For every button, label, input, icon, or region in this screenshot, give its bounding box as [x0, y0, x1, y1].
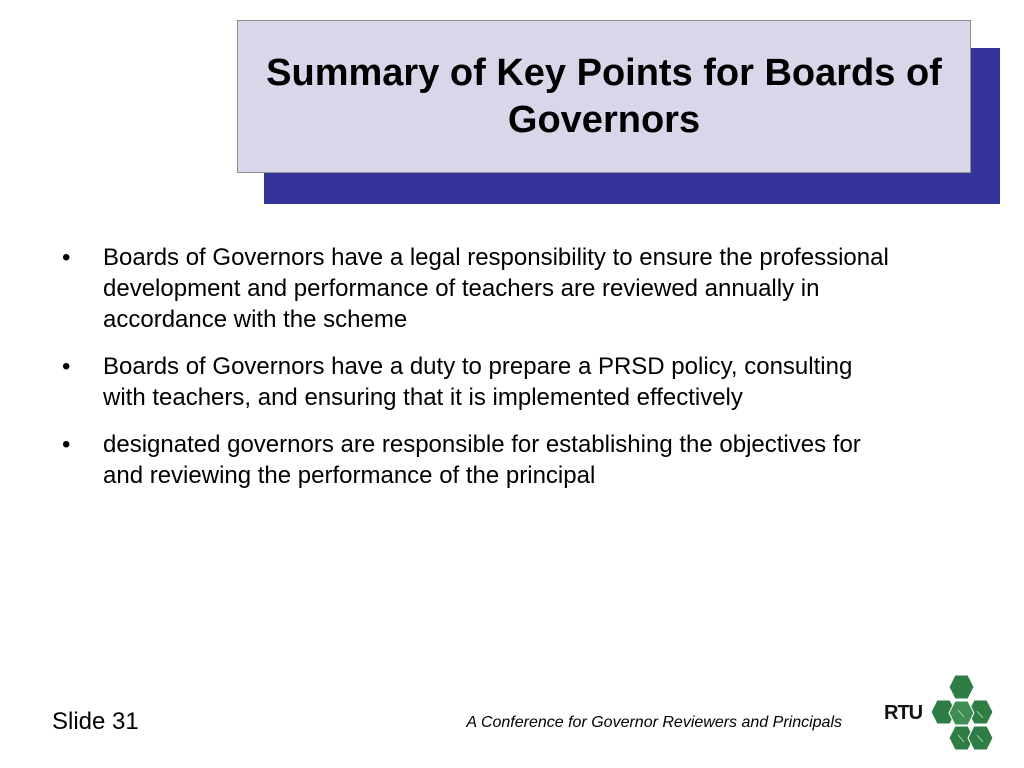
footer-text: A Conference for Governor Reviewers and Principals [466, 714, 842, 731]
bullet-item [62, 242, 892, 335]
bullet-marker: • [62, 353, 71, 380]
title-panel [237, 20, 971, 173]
bullet-marker: • [62, 431, 71, 458]
rtu-logo [880, 672, 1004, 754]
bullet-marker: • [62, 244, 71, 271]
rtu-hexagon-logo-icon [880, 672, 1004, 754]
bullet-list [62, 242, 892, 507]
slide-number: Slide 31 [52, 708, 139, 735]
logo-text: RTU [884, 702, 923, 724]
bullet-text: Boards of Governors have a legal responsibility to ensure the professional development and performance of teachers are reviewed annually in accordance with the scheme [103, 244, 889, 333]
slide-title: Summary of Key Points for Boards of Governors [266, 51, 942, 141]
bullet-item [62, 429, 892, 491]
bullet-text: designated governors are responsible for establishing the objectives for and reviewing the performance of the principal [103, 431, 861, 489]
bullet-text: Boards of Governors have a duty to prepare a PRSD policy, consulting with teachers, and ensuring that it is implemented effectively [103, 353, 853, 411]
bullet-item [62, 351, 892, 413]
